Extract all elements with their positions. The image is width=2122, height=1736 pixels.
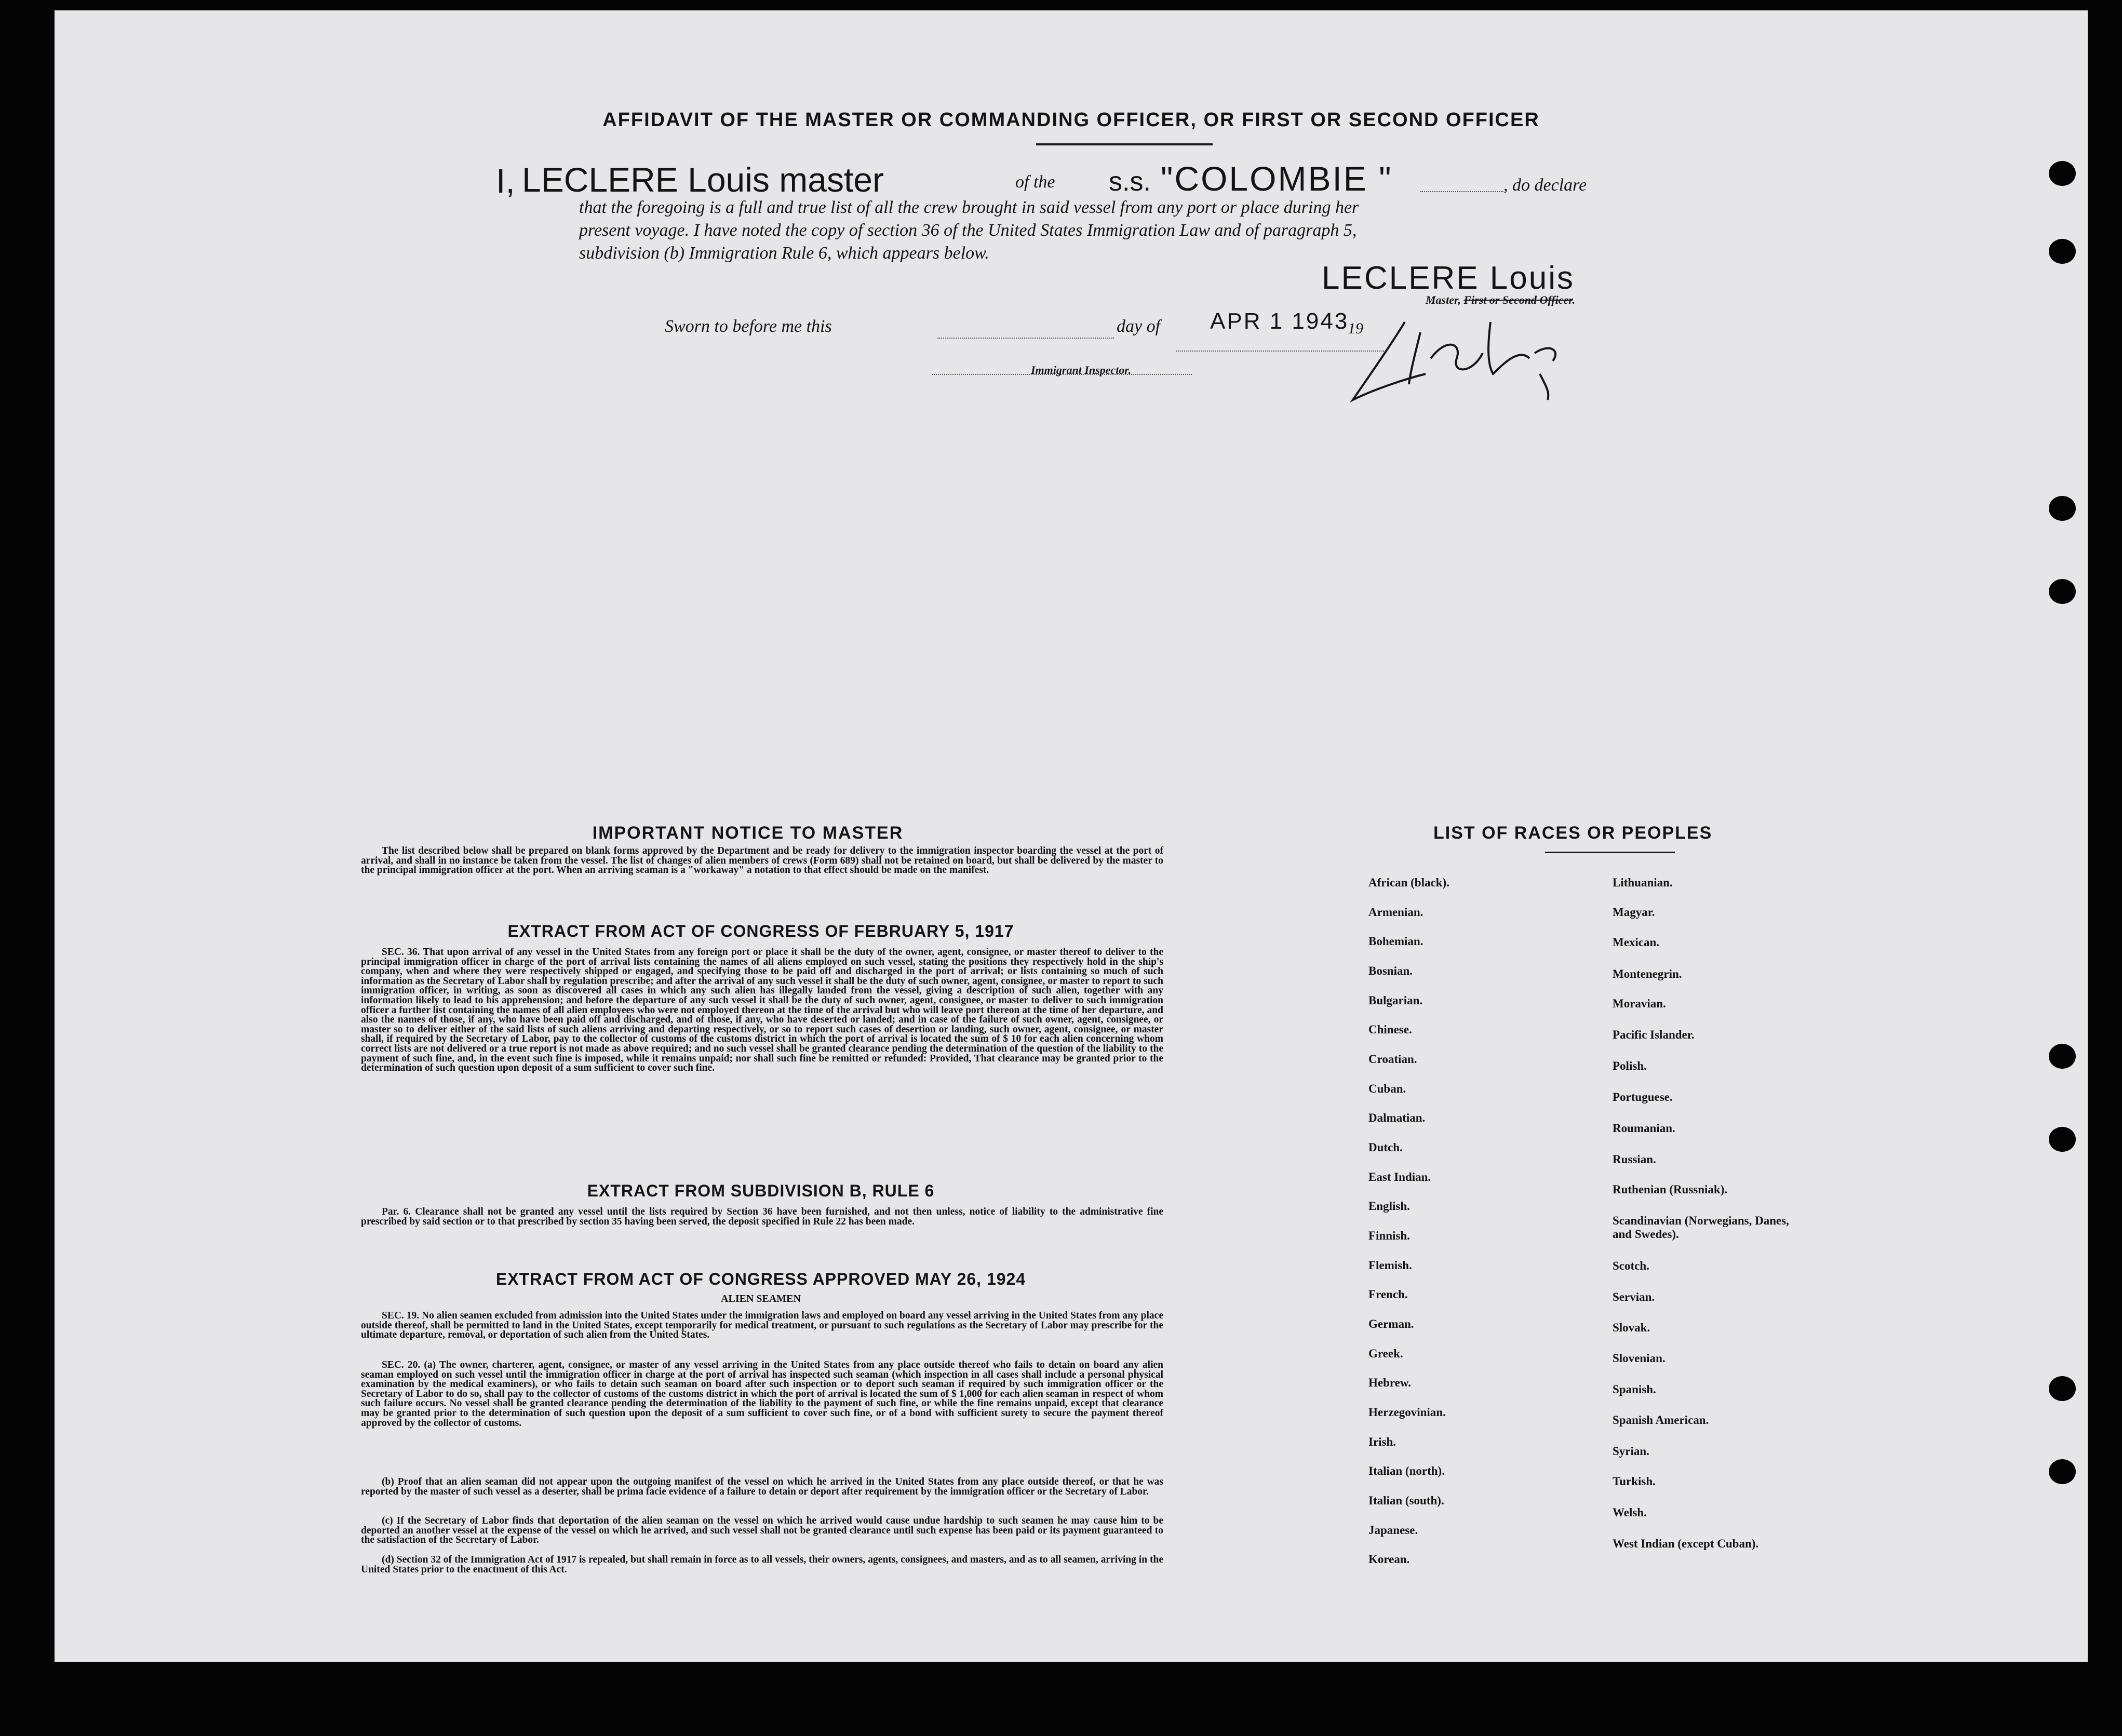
race-item: Polish.: [1613, 1059, 1647, 1072]
of-the-label: of the: [1015, 172, 1055, 192]
extract-rule6-title: EXTRACT FROM SUBDIVISION B, RULE 6: [587, 1181, 935, 1200]
race-item: French.: [1368, 1288, 1408, 1301]
races-title-rule: [1545, 852, 1675, 853]
do-declare-label: , do declare: [1503, 176, 1587, 195]
sworn-label: Sworn to before me this: [665, 317, 832, 336]
notice-text: The list described below shall be prepared on blank forms approved by the Department and be ready for delivery to the immigration inspector boarding the vessel at the port of arrival, and shall in no instance be taken from the vessel. The list of changes of alien members of crews (Form 689) shall not be retained on board, but shall be delivered by the master to the principal immigration officer at the port. When an arriving seaman is a "workaway" a notation to that effect should be made on the manifest.: [361, 845, 1163, 876]
race-item: Korean.: [1368, 1553, 1410, 1566]
race-item: Welsh.: [1613, 1506, 1647, 1519]
race-item: Mexican.: [1613, 936, 1660, 949]
race-item: Montenegrin.: [1613, 967, 1682, 980]
signature-caption: Master, First or Second Officer.: [1426, 293, 1576, 306]
race-item: Flemish.: [1368, 1259, 1412, 1272]
signature-name: LECLERE Louis: [1322, 260, 1575, 296]
vessel-prefix: s.s.: [1109, 167, 1151, 197]
extract-1924-section-20a: SEC. 20. (a) The owner, charterer, agent, consignee, or master of any vessel arriving in the United States from any place outside thereof who fails to detain on board any alien seaman employed on such vessel until the immigration officer in charge at the port of arrival has inspected such seaman (which inspection in all cases shall include a personal physical examination by the medical examiners), or who fails to detain such seaman on board after such inspection or to deport such seaman if required by such immigration officer or the Secretary of Labor to do so, shall pay to the collector of customs of the customs district in which the port of arrival is located the sum of $ 1,000 for each alien seaman in respect of whom such failure occurs. No vessel shall be granted clearance pending the determination of the liability to the payment of such fine, or while the fine remains unpaid, except that clearance may be granted prior to the determination of such question upon the deposit of a sum sufficient to cover such fine, or of a bond with sufficient surety to secure the payment thereof approved by the collector of customs.: [361, 1360, 1163, 1429]
race-item: Servian.: [1613, 1290, 1655, 1303]
race-item: English.: [1368, 1200, 1410, 1213]
affidavit-title: AFFIDAVIT OF THE MASTER OR COMMANDING OFFICER, OR FIRST OR SECOND OFFICER: [602, 109, 1540, 131]
race-item: Slovenian.: [1613, 1352, 1666, 1365]
race-item: Moravian.: [1613, 997, 1666, 1010]
race-item: Lithuanian.: [1613, 876, 1673, 889]
race-item: Chinese.: [1368, 1023, 1412, 1036]
caption-struck-officer: First or Second Officer: [1463, 293, 1573, 306]
extract-rule6-text: Par. 6. Clearance shall not be granted any vessel until the lists required by Section 36 have been furnished, and not then unless, notice of liability to the administrative fine prescribed by said section or to that prescribed by section 35 having been served, the deposit specified in Rule 22 has been made.: [361, 1206, 1163, 1227]
extract-1924-section-20d: (d) Section 32 of the Immigration Act of 1917 is repealed, but shall remain in force as to all vessels, their owners, agents, consignees, and masters, and as to all seamen, arriving in the United States prior to the enactment of this Act.: [361, 1554, 1163, 1575]
declaration-line: present voyage. I have noted the copy of section 36 of the United States Immigration Law and of paragraph 5,: [579, 221, 1357, 240]
handwritten-signature: [1342, 301, 1613, 415]
race-item: Pacific Islander.: [1613, 1028, 1695, 1041]
punch-hole: [2049, 161, 2076, 186]
stamped-date: APR 1 1943: [1210, 308, 1349, 334]
master-name-rank: LECLERE Louis master: [522, 160, 884, 199]
extract-1924-section-20c: (c) If the Secretary of Labor finds that deportation of the alien seaman on the vessel on which he arrived would cause undue hardship to such seamen he may cause him to be deported an another vessel at the expense of the vessel on which he arrived, and such vessel shall not be granted clearance until such expense has been paid or its payment guaranteed to the satisfaction of the Secretary of Labor.: [361, 1515, 1163, 1546]
races-title: LIST OF RACES OR PEOPLES: [1433, 823, 1713, 843]
inspector-label: Immigrant Inspector.: [1031, 364, 1132, 376]
pronoun: I,: [496, 162, 515, 200]
punch-hole: [2049, 1127, 2076, 1152]
race-item: African (black).: [1368, 876, 1449, 889]
declaration-line: subdivision (b) Immigration Rule 6, which appears below.: [579, 244, 989, 263]
race-item: German.: [1368, 1317, 1414, 1330]
race-item: Croatian.: [1368, 1053, 1417, 1066]
race-item: Dalmatian.: [1368, 1111, 1426, 1124]
punch-hole: [2049, 496, 2076, 521]
race-item: Syrian.: [1613, 1445, 1649, 1458]
sworn-day-line: [937, 338, 1114, 339]
race-item: Greek.: [1368, 1347, 1403, 1360]
extract-1924-section-19: SEC. 19. No alien seamen excluded from admission into the United States under the immigration laws and employed on board any vessel arriving in the United States from any place outside thereof, shall be permitted to land in the United States, except temporarily for medical treatment, or pursuant to such regulations as the Secretary of Labor may prescribe for the ultimate departure, removal, or deportation of such alien from the United States.: [361, 1310, 1163, 1341]
race-item: Bosnian.: [1368, 964, 1413, 977]
race-item: Spanish.: [1613, 1383, 1656, 1396]
race-item: Spanish American.: [1613, 1414, 1709, 1427]
race-item: Finnish.: [1368, 1229, 1410, 1242]
race-item: Roumanian.: [1613, 1122, 1675, 1135]
day-of-label: day of: [1117, 317, 1161, 336]
race-item: Slovak.: [1613, 1321, 1650, 1334]
vessel-name: "COLOMBIE ": [1161, 159, 1393, 198]
punch-hole: [2049, 1044, 2076, 1069]
race-item: Italian (north).: [1368, 1464, 1445, 1477]
race-item: Dutch.: [1368, 1141, 1403, 1154]
punch-hole: [2049, 1459, 2076, 1484]
race-item: Herzegovinian.: [1368, 1406, 1446, 1419]
race-item: Hebrew.: [1368, 1376, 1411, 1389]
race-item: Portuguese.: [1613, 1091, 1673, 1103]
race-item: Turkish.: [1613, 1475, 1656, 1488]
manifest-page: [55, 10, 2088, 1662]
race-item: Italian (south).: [1368, 1494, 1444, 1507]
extract-1924-title: EXTRACT FROM ACT OF CONGRESS APPROVED MAY 26, 1924: [495, 1270, 1026, 1288]
punch-hole: [2049, 1376, 2076, 1401]
alien-seamen-heading: ALIEN SEAMEN: [721, 1293, 801, 1304]
race-item: Irish.: [1368, 1435, 1396, 1448]
extract-1917-title: EXTRACT FROM ACT OF CONGRESS OF FEBRUARY 5, 1917: [507, 922, 1014, 940]
race-item: Scandinavian (Norwegians, Danes, and Swedes).: [1613, 1214, 1789, 1241]
caption-master: Master,: [1426, 293, 1461, 306]
year-prefix: 19: [1348, 320, 1363, 337]
extract-1917-text: SEC. 36. That upon arrival of any vessel in the United States from any foreign port or place it shall be the duty of the owner, agent, consignee, or master thereof to deliver to the principal immigration officer in charge of the port of arrival lists containing the names of all aliens employed on such vessel, stating the positions they respectively hold in the ship's company, when and where they were respectively shipped or engaged, and specifying those to be paid off and discharged in the port of arrival; or lists containing so much of such information as the Secretary of Labor shall by regulation prescribe; and after the arrival of any such vessel it shall be the duty of such owner, agent, consignee, or master to report to such immigration officer, in writing, as soon as discovered all cases in which any such alien has illegally landed from the vessel, giving a description of such alien, together with any information likely to lead to his apprehension; and before the departure of any such vessel it shall be the duty of such owner, agent, consignee, or master to deliver to such immigration officer a further list containing the names of all alien employees who were not employed thereon at the time of the arrival but who will leave port thereon at the time of her departure, and also the names of those, if any, who have been paid off and discharged, and of those, if any, who have deserted or landed; and in case of the failure of such owner, agent, consignee, or master so to deliver either of the said lists of such aliens arriving and departing respectively, or so to report such cases of desertion or landing, such owner, agent, consignee, or master shall, if required by the Secretary of Labor, pay to the collector of customs of the customs district in which the port of arrival is located the sum of $ 10 for each alien concerning whom correct lists are not delivered or a true report is not made as above required; and no such vessel shall be granted clearance pending the determination of the question of the liability to the payment of such fine, and, in the event such fine is imposed, while it remains unpaid; nor shall such fine be remitted or refunded: Provided, That clearance may be granted prior to the determination of such question upon deposit of a sum sufficient to cover such fine.: [361, 947, 1163, 1074]
race-item: Scotch.: [1613, 1259, 1649, 1272]
punch-hole: [2049, 579, 2076, 604]
race-item: Bohemian.: [1368, 935, 1423, 948]
punch-hole: [2049, 239, 2076, 264]
race-item: Japanese.: [1368, 1524, 1418, 1537]
notice-title: IMPORTANT NOTICE TO MASTER: [592, 823, 904, 843]
race-item: Ruthenian (Russniak).: [1613, 1183, 1728, 1196]
race-item: Russian.: [1613, 1153, 1656, 1166]
declaration-line: that the foregoing is a full and true list of all the crew brought in said vessel from any port or place during her: [579, 198, 1359, 217]
title-rule: [1036, 143, 1213, 145]
race-item: Cuban.: [1368, 1082, 1406, 1095]
race-item: East Indian.: [1368, 1170, 1431, 1183]
vessel-line: [1420, 191, 1503, 192]
race-item: Magyar.: [1613, 906, 1655, 919]
race-item: Bulgarian.: [1368, 994, 1423, 1007]
extract-1924-section-20b: (b) Proof that an alien seaman did not appear upon the outgoing manifest of the vessel on which he arrived in the United States from any place outside thereof, or that he was reported by the master of such vessel as a deserter, shall be prima facie evidence of a failure to detain or deport after requirement by the immigration officer or the Secretary of Labor.: [361, 1476, 1163, 1497]
race-item: West Indian (except Cuban).: [1613, 1537, 1759, 1550]
race-item: Armenian.: [1368, 906, 1423, 919]
